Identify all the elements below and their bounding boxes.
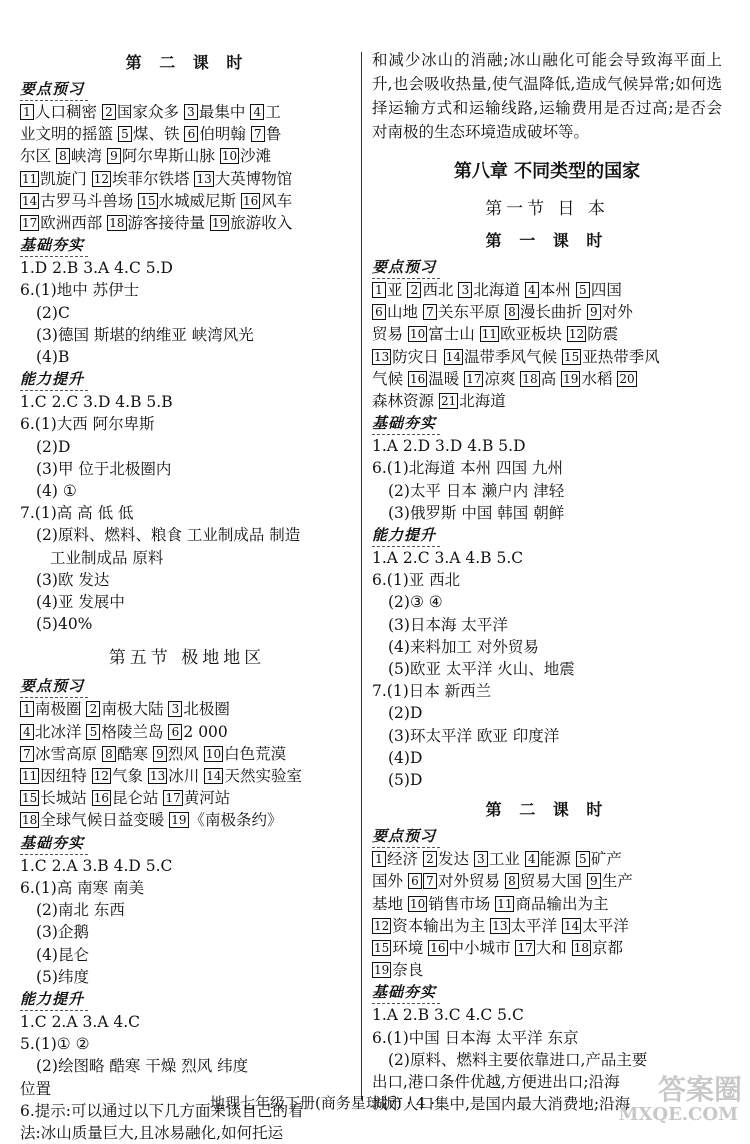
section-title: 第一节 日 本: [485, 199, 609, 219]
answer-text: 最集中: [198, 103, 246, 121]
column-divider: [361, 52, 362, 1100]
answer-text: 高: [540, 369, 557, 388]
answer-line: (5)欧亚 太平洋 火山、地震: [388, 660, 575, 679]
answer-text: 北极圈: [183, 700, 230, 719]
number-box: 19: [171, 813, 187, 828]
number-box: 9: [587, 304, 601, 320]
lesson-title: 第 二 课 时: [125, 53, 249, 72]
page-footer: 地理七年级下册(商务星球版) · 4 ·: [210, 1094, 436, 1112]
number-box: 1: [372, 851, 386, 867]
answer-text: 因纽特: [40, 767, 87, 786]
answer-items: [408, 370, 638, 388]
answer-line: 出口,港口条件优越,方便进出口;沿海: [372, 1073, 620, 1092]
answer-line: (2)D: [388, 704, 423, 723]
number-box: 13: [492, 918, 508, 933]
answer-text: 煤、铁: [132, 125, 180, 144]
answer-text: 天然实验室: [224, 767, 302, 786]
answer-line: [20, 743, 354, 765]
section-label-basic: 基础夯实: [372, 412, 440, 435]
answer-line: (2)D: [36, 437, 71, 456]
answer-text: 西北: [422, 281, 454, 299]
section-label-basic: 基础夯实: [20, 832, 88, 855]
answer-text: 凉爽: [484, 369, 516, 388]
answer-line: (2)原料、燃料主要依靠进口,产品主要: [388, 1050, 648, 1069]
answer-text: 《南极条约》: [189, 811, 283, 830]
answer-text: 北海道: [459, 392, 506, 411]
answer-line: (3)环太平洋 欧亚 印度洋: [388, 726, 560, 745]
number-box: 15: [22, 791, 38, 806]
answer-items: [408, 325, 618, 343]
answer-line: [20, 101, 354, 123]
answer-text: 白色荒漠: [224, 744, 287, 763]
answer-text: 太平洋: [510, 916, 558, 935]
number-box: 4: [20, 724, 34, 740]
lesson-title: 第 二 课 时: [485, 800, 609, 820]
number-box: 7: [423, 873, 437, 889]
number-box: 13: [149, 769, 166, 784]
number-box: 2: [102, 104, 116, 120]
answer-line: 6.(1)高 南寒 南美: [20, 878, 145, 897]
section-label-ability: 能力提升: [372, 524, 440, 547]
answer-text: 本州: [539, 281, 571, 299]
section-label-basic: 基础夯实: [372, 981, 440, 1004]
answer-line: (2)原料、燃料、粮食 工业制成品 制造: [36, 526, 301, 545]
number-box: 4: [525, 282, 539, 298]
number-box: 13: [196, 171, 212, 186]
number-box: 11: [497, 896, 513, 911]
answer-text: 漫长曲折: [519, 303, 582, 322]
answer-line: 5.(1)① ②: [20, 1035, 90, 1054]
number-box: 15: [563, 349, 580, 364]
number-box: 8: [505, 873, 519, 889]
answer-text: 经济: [387, 850, 419, 869]
line-text: 尔区: [20, 147, 52, 166]
number-box: 2: [407, 282, 421, 298]
answer-text: 国家众多: [116, 103, 179, 121]
answer-text: 环境: [392, 939, 424, 958]
answer-text: 资本输出为主: [392, 916, 486, 935]
answer-text: 四国: [590, 281, 622, 299]
number-box: 15: [140, 193, 156, 208]
answer-line: [372, 893, 722, 915]
prose-paragraph: 和减少冰山的消融;冰山融化可能会导致海平面上升,也会吸收热量,使气温降低,造成气候异常;如何选择运输方式和运输线路,运输费用是否过高;是否会对南极的生态环境造成破坏等。: [372, 51, 722, 141]
number-box: 14: [22, 193, 38, 208]
answer-line: [372, 323, 722, 345]
number-box: 2: [423, 851, 437, 867]
answer-text: 峡湾: [70, 147, 102, 166]
answer-text: 游客接待量: [127, 214, 206, 233]
answer-line: 6.(1)北海道 本州 四国 九州: [372, 459, 564, 478]
answer-line: 6.(1)地中 苏伊士: [20, 281, 140, 300]
answer-line: [20, 190, 354, 212]
number-box: 17: [517, 941, 533, 956]
answer-items: [408, 895, 609, 913]
answer-text: 欧洲西部: [40, 214, 103, 233]
answer-text: 酷寒: [116, 744, 148, 763]
line-text: 国外: [372, 872, 404, 891]
number-box: 7: [251, 126, 265, 142]
answer-line: 1.A 2.D 3.D 4.B 5.D: [372, 437, 526, 456]
answer-text: 富士山: [428, 325, 475, 344]
answer-line: [20, 212, 354, 234]
answer-text: 防灾日: [392, 347, 439, 366]
number-box: 17: [165, 791, 181, 806]
answer-line: [20, 698, 354, 720]
answer-line: 1.A 2.C 3.A 4.B 5.C: [372, 549, 524, 568]
number-box: 14: [563, 918, 580, 933]
answer-text: 人口稠密: [35, 103, 98, 121]
answer-text: 沙滩: [240, 147, 272, 166]
answer-text: 北海道: [473, 281, 520, 299]
number-box: 5: [576, 851, 590, 867]
number-box: 7: [20, 746, 34, 762]
answer-line: (3)德国 斯堪的纳维亚 峡湾风光: [36, 325, 254, 344]
answer-line: 6.(1)亚 西北: [372, 571, 461, 590]
number-box: 6: [372, 304, 386, 320]
number-box: 14: [206, 769, 222, 784]
number-box: 18: [22, 813, 38, 828]
number-box: 9: [153, 746, 167, 762]
number-box: 10: [221, 149, 238, 164]
section-title: 第五节 极地地区: [108, 648, 266, 669]
answer-line: 法:冰山质量巨大,且冰易融化,如何托运: [20, 1123, 284, 1142]
section-label-ability: 能力提升: [20, 368, 88, 391]
answer-text: 中小城市: [448, 939, 511, 958]
answer-text: 长城站: [40, 789, 87, 808]
answer-text: 古罗马斗兽场: [40, 191, 134, 210]
left-column: [20, 48, 354, 1144]
answer-text: 冰川: [168, 767, 200, 786]
answer-line: (4)昆仑: [36, 945, 89, 964]
answer-line: [372, 915, 722, 937]
answer-text: 阿尔卑斯山脉: [121, 147, 215, 166]
answer-line: [372, 848, 722, 870]
answer-line: (4)来料加工 对外贸易: [388, 637, 539, 656]
answer-line: 1.C 2.A 3.A 4.C: [20, 1012, 141, 1031]
watermark-url: MXQE.COM: [618, 1104, 738, 1125]
answer-line: 位置: [20, 1079, 52, 1098]
number-box: 13: [374, 349, 390, 364]
answer-text: 昆仑站: [112, 789, 159, 808]
answer-text: 亚热带季风: [582, 347, 660, 366]
answer-text: 温带季风气候: [464, 347, 558, 366]
section-label-preview: 要点预习: [372, 256, 440, 279]
answer-line: (2)南北 东西: [36, 901, 125, 920]
answer-text: 全球气候日益变暖: [40, 811, 165, 830]
number-box: 8: [102, 746, 116, 762]
number-box: 15: [374, 941, 390, 956]
number-box: 16: [430, 941, 446, 956]
answer-line: (4)B: [36, 348, 70, 367]
answer-line: (5)纬度: [36, 967, 89, 986]
answer-text: 伯明翰: [199, 125, 246, 144]
answer-line: (5)D: [388, 771, 423, 790]
section-label-ability: 能力提升: [20, 988, 88, 1011]
number-box: 9: [107, 148, 121, 164]
answer-line: 1.D 2.B 3.A 4.C 5.D: [20, 259, 173, 278]
answer-line: [372, 279, 722, 301]
number-box: 7: [423, 304, 437, 320]
answer-line: 1.A 2.B 3.C 4.C 5.C: [372, 1006, 524, 1025]
number-box: 8: [505, 304, 519, 320]
answer-text: 南极大陆: [101, 700, 164, 719]
answer-text: 埃菲尔铁塔: [112, 169, 190, 188]
answer-text: 格陵兰岛: [101, 722, 164, 741]
answer-line: 6.(1)中国 日本海 太平洋 东京: [372, 1028, 579, 1047]
answer-line: (4)D: [388, 748, 423, 767]
answer-line: (2)③ ④: [388, 593, 443, 612]
answer-line: [20, 168, 354, 190]
number-box: 10: [409, 327, 426, 342]
number-box: 19: [563, 371, 579, 386]
answer-text: 南极圈: [35, 700, 82, 719]
answer-text: 水稻: [581, 369, 613, 388]
answer-line: 7.(1)高 高 低 低: [20, 504, 134, 523]
answer-text: 生产: [601, 872, 633, 891]
number-box: 8: [56, 148, 70, 164]
number-box: 14: [445, 349, 462, 364]
answer-line: (3)欧 发达: [36, 570, 110, 589]
answer-line: [372, 368, 722, 390]
answer-line: (3)日本海 太平洋: [388, 615, 508, 634]
answer-text: 商品输出为主: [515, 894, 609, 913]
number-box: 3: [474, 851, 488, 867]
answer-text: 太平洋: [582, 916, 629, 935]
answer-text: 气象: [112, 767, 144, 786]
number-box: 6: [184, 126, 198, 142]
number-box: 11: [22, 769, 38, 784]
answer-line: 工业制成品 原料: [50, 548, 164, 567]
lesson-title: 第 一 课 时: [485, 231, 609, 250]
number-box: 18: [109, 216, 125, 231]
number-box: 16: [242, 193, 259, 208]
answer-line: [372, 346, 722, 368]
answer-line: (4) ①: [36, 482, 77, 501]
number-box: 16: [93, 791, 110, 806]
number-box: 10: [205, 746, 222, 761]
answer-line: [20, 123, 354, 145]
answer-text: 2 000: [183, 722, 228, 741]
answer-line: (4)亚 发展中: [36, 593, 125, 612]
answer-text: 冰雪高原: [35, 744, 98, 763]
number-box: 5: [576, 282, 590, 298]
answer-text: 大英博物馆: [214, 169, 293, 188]
number-box: 16: [409, 371, 426, 386]
answer-text: 旅游收入: [230, 214, 293, 233]
number-box: 20: [619, 371, 635, 386]
number-box: 4: [525, 851, 539, 867]
answer-text: 工: [265, 103, 281, 121]
answer-line: 6.提示:可以通过以下几方面来谈自己的看: [20, 1101, 304, 1120]
number-box: 3: [458, 282, 472, 298]
number-box: 11: [481, 327, 497, 342]
answer-line: 1.C 2.A 3.B 4.D 5.C: [20, 856, 173, 875]
number-box: 5: [118, 126, 132, 142]
number-box: 11: [22, 171, 38, 186]
answer-text: 工业: [488, 850, 520, 869]
answer-line: [372, 937, 722, 959]
answer-line: 1.C 2.C 3.D 4.B 5.B: [20, 393, 173, 412]
line-text: 森林资源: [372, 392, 435, 411]
answer-items: [439, 392, 506, 410]
answer-line: [20, 787, 354, 809]
number-box: 10: [409, 896, 426, 911]
answer-line: [20, 145, 354, 167]
watermark-logo: 答案圈: [657, 1073, 742, 1106]
number-box: 12: [374, 918, 390, 933]
answer-text: 京都: [591, 939, 623, 958]
answer-text: 黄河站: [183, 789, 231, 808]
line-text: 气候: [372, 369, 404, 388]
answer-text: 防震: [587, 325, 619, 344]
number-box: 21: [440, 394, 457, 409]
number-box: 6: [408, 873, 422, 889]
chapter-title: 第八章 不同类型的国家: [453, 161, 641, 182]
answer-text: 凯旋门: [40, 169, 87, 188]
answer-line: [20, 809, 354, 831]
answer-line: [20, 721, 354, 743]
answer-text: 销售市场: [428, 894, 491, 913]
answer-text: 对外: [601, 303, 633, 322]
answer-text: 温暖: [428, 369, 460, 388]
answer-line: 城市人口集中,是国内最大消费地;沿海: [372, 1095, 631, 1114]
number-box: 1: [372, 282, 386, 298]
answer-line: [372, 870, 722, 892]
answer-line: (2)绘图略 酷寒 干燥 烈风 纬度: [36, 1057, 249, 1076]
number-box: 3: [168, 701, 182, 717]
answer-text: 大和: [535, 939, 567, 958]
line-text: 业文明的摇篮: [20, 125, 114, 144]
answer-text: 水城威尼斯: [158, 191, 237, 210]
answer-text: 贸易大国: [519, 872, 582, 891]
answer-items: [423, 872, 633, 890]
answer-text: 烈风: [167, 744, 199, 763]
answer-line: [20, 765, 354, 787]
answer-text: 矿产: [590, 850, 622, 869]
answer-line: 7.(1)日本 新西兰: [372, 682, 492, 701]
number-box: 4: [250, 104, 264, 120]
line-text: 基地: [372, 894, 404, 913]
number-box: 18: [522, 371, 538, 386]
section-label-preview: 要点预习: [372, 825, 440, 848]
number-box: 6: [168, 724, 182, 740]
number-box: 18: [573, 941, 589, 956]
answer-line: (3)企鹅: [36, 923, 89, 942]
number-box: 9: [587, 873, 601, 889]
answer-text: 亚: [387, 281, 403, 299]
number-box: 1: [20, 701, 34, 717]
right-column: [372, 48, 722, 1116]
answer-line: [372, 301, 722, 323]
answer-line: (3)俄罗斯 中国 韩国 朝鲜: [388, 503, 565, 522]
answer-text: 风车: [261, 191, 293, 210]
section-label-basic: 基础夯实: [20, 234, 88, 257]
answer-line: (2)太平 日本 濑户内 津轻: [388, 481, 565, 500]
answer-line: (3)甲 位于北极圈内: [36, 459, 172, 478]
answer-text: 山地: [387, 303, 419, 322]
answer-items: [56, 147, 271, 165]
number-box: 17: [22, 216, 38, 231]
line-text: 贸易: [372, 325, 404, 344]
number-box: 1: [20, 104, 34, 120]
answer-items: [118, 125, 281, 143]
answer-line: (2)C: [36, 303, 70, 322]
answer-text: 鲁: [265, 125, 282, 144]
answer-text: 欧亚板块: [499, 325, 562, 344]
section-label-preview: 要点预习: [20, 78, 88, 101]
answer-text: 发达: [437, 850, 469, 869]
number-box: 5: [86, 724, 100, 740]
number-box: 2: [86, 701, 100, 717]
answer-text: 对外贸易: [437, 872, 500, 891]
answer-line: (5)40%: [36, 615, 93, 634]
number-box: 12: [568, 327, 585, 342]
answer-line: 6.(1)大西 阿尔卑斯: [20, 415, 155, 434]
number-box: 12: [93, 171, 110, 186]
answer-text: 能源: [539, 850, 571, 869]
answer-text: 奈良: [392, 961, 424, 980]
number-box: 19: [374, 963, 390, 978]
answer-text: 北冰洋: [35, 722, 82, 741]
number-box: 17: [466, 371, 482, 386]
number-box: 19: [211, 216, 228, 231]
number-box: 3: [184, 104, 198, 120]
number-box: 12: [93, 769, 110, 784]
answer-line: [372, 959, 722, 981]
answer-text: 关东平原: [437, 303, 500, 322]
answer-line: [372, 390, 722, 412]
section-label-preview: 要点预习: [20, 675, 88, 698]
